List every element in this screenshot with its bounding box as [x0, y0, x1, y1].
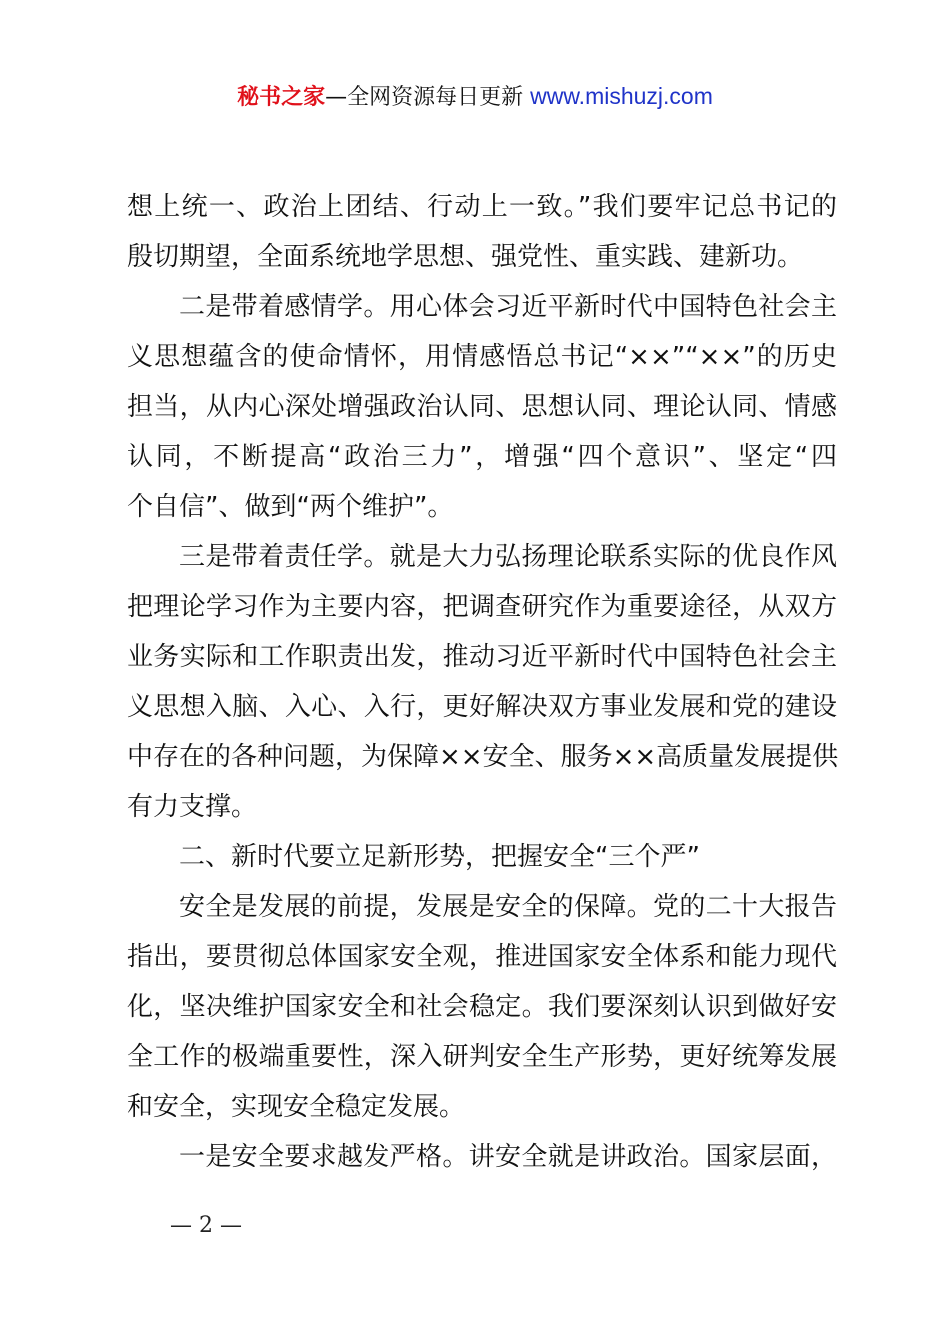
paragraph-line: 化，坚决维护国家安全和社会稳定。我们要深刻认识到做好安	[127, 992, 837, 1022]
paragraph-line: 和安全，实现安全稳定发展。	[127, 1092, 466, 1122]
paragraph-line: 二是带着感情学。用心体会习近平新时代中国特色社会主	[179, 292, 837, 322]
paragraph-line: 把理论学习作为主要内容，把调查研究作为重要途径，从双方	[127, 592, 837, 622]
paragraph-line: 个自信”、做到“两个维护”。	[127, 492, 454, 522]
paragraph-line: 三是带着责任学。就是大力弘扬理论联系实际的优良作风	[179, 542, 837, 572]
paragraph-line: 指出，要贯彻总体国家安全观，推进国家安全体系和能力现代	[127, 942, 837, 972]
paragraph-line: 义思想蕴含的使命情怀，用情感悟总书记“××”“××”的历史	[127, 342, 837, 372]
paragraph-line: 全工作的极端重要性，深入研判安全生产形势，更好统筹发展	[127, 1042, 837, 1072]
paragraph-line: 业务实际和工作职责出发，推动习近平新时代中国特色社会主	[127, 642, 837, 672]
paragraph-line: 认同，不断提高“政治三力”，增强“四个意识”、坚定“四	[127, 442, 837, 472]
paragraph-line: 中存在的各种问题，为保障××安全、服务××高质量发展提供	[127, 742, 839, 772]
paragraph-line: 一是安全要求越发严格。讲安全就是讲政治。国家层面，	[179, 1142, 837, 1172]
brand-name: 秘书之家	[237, 85, 326, 110]
paragraph-line: 担当，从内心深处增强政治认同、思想认同、理论认同、情感	[127, 392, 837, 422]
section-heading: 二、新时代要立足新形势，把握安全“三个严”	[179, 842, 700, 872]
site-url-link[interactable]: www.mishuzj.com	[530, 83, 713, 109]
header-tagline: 全网资源每日更新	[347, 85, 524, 110]
paragraph-line: 想上统一、政治上团结、行动上一致。”我们要牢记总书记的	[127, 192, 837, 222]
site-header	[0, 78, 950, 116]
document-body	[127, 182, 837, 1182]
header-separator: —	[325, 85, 348, 110]
page-number: — 2 —	[170, 1213, 242, 1238]
paragraph-line: 安全是发展的前提，发展是安全的保障。党的二十大报告	[179, 892, 837, 922]
paragraph-line: 义思想入脑、入心、入行，更好解决双方事业发展和党的建设	[127, 692, 837, 722]
paragraph-line: 有力支撑。	[127, 792, 258, 822]
paragraph-line: 殷切期望，全面系统地学思想、强党性、重实践、建新功。	[127, 242, 804, 272]
